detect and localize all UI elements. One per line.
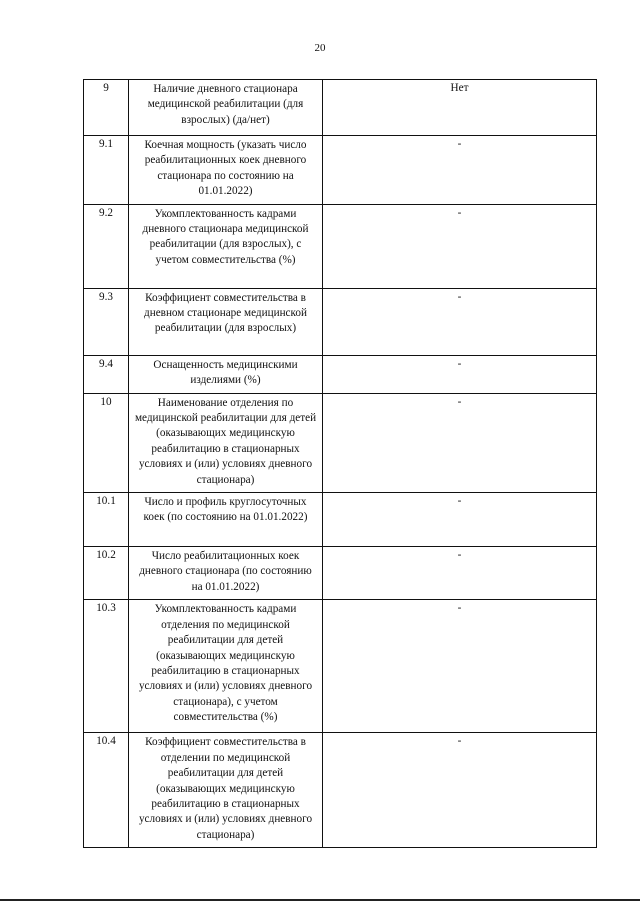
row-number: 10.4 <box>84 733 129 848</box>
row-value: - <box>323 136 597 205</box>
row-value: - <box>323 733 597 848</box>
row-indicator-name: Число реабилитационных коек дневного стационара (по состоянию на 01.01.2022) <box>129 547 323 600</box>
row-value: - <box>323 204 597 288</box>
table-row <box>84 733 597 848</box>
row-number: 10.2 <box>84 547 129 600</box>
table-row <box>84 600 597 733</box>
row-indicator-name: Коэффициент совместительства в отделении по медицинской реабилитации для детей (оказывающих медицинскую реабилитацию в стационарных условиях и (или) условиях дневного стационара) <box>129 733 323 848</box>
indicators-table <box>83 79 597 848</box>
row-number: 9.4 <box>84 355 129 393</box>
row-indicator-name: Оснащенность медицинскими изделиями (%) <box>129 355 323 393</box>
table-row <box>84 136 597 205</box>
row-number: 9.3 <box>84 288 129 355</box>
row-value: - <box>323 493 597 547</box>
row-value: - <box>323 547 597 600</box>
row-value: - <box>323 355 597 393</box>
row-number: 9 <box>84 80 129 136</box>
row-number: 10.3 <box>84 600 129 733</box>
page-bottom-edge <box>0 899 640 901</box>
page-number: 20 <box>314 42 326 54</box>
row-number: 9.1 <box>84 136 129 205</box>
row-number: 10 <box>84 393 129 492</box>
row-indicator-name: Укомплектованность кадрами дневного стационара медицинской реабилитации (для взрослых), с учетом совместительства (%) <box>129 204 323 288</box>
row-indicator-name: Укомплектованность кадрами отделения по медицинской реабилитации для детей (оказывающих медицинскую реабилитацию в стационарных условиях и (или) условиях дневного стационара), с учетом совместительства (%) <box>129 600 323 733</box>
row-indicator-name: Коечная мощность (указать число реабилитационных коек дневного стационара по состоянию на 01.01.2022) <box>129 136 323 205</box>
row-number: 9.2 <box>84 204 129 288</box>
table-row <box>84 204 597 288</box>
row-indicator-name: Коэффициент совместительства в дневном стационаре медицинской реабилитации (для взрослых) <box>129 288 323 355</box>
table-row <box>84 393 597 492</box>
table-row <box>84 493 597 547</box>
table-row <box>84 288 597 355</box>
row-indicator-name: Наименование отделения по медицинской реабилитации для детей (оказывающих медицинскую реабилитацию в стационарных условиях и (или) условиях дневного стационара) <box>129 393 323 492</box>
row-value: - <box>323 288 597 355</box>
row-indicator-name: Наличие дневного стационара медицинской реабилитации (для взрослых) (да/нет) <box>129 80 323 136</box>
row-value: Нет <box>323 80 597 136</box>
row-indicator-name: Число и профиль круглосуточных коек (по состоянию на 01.01.2022) <box>129 493 323 547</box>
row-value: - <box>323 393 597 492</box>
row-value: - <box>323 600 597 733</box>
table-row <box>84 547 597 600</box>
table-row <box>84 355 597 393</box>
row-number: 10.1 <box>84 493 129 547</box>
table-row <box>84 80 597 136</box>
